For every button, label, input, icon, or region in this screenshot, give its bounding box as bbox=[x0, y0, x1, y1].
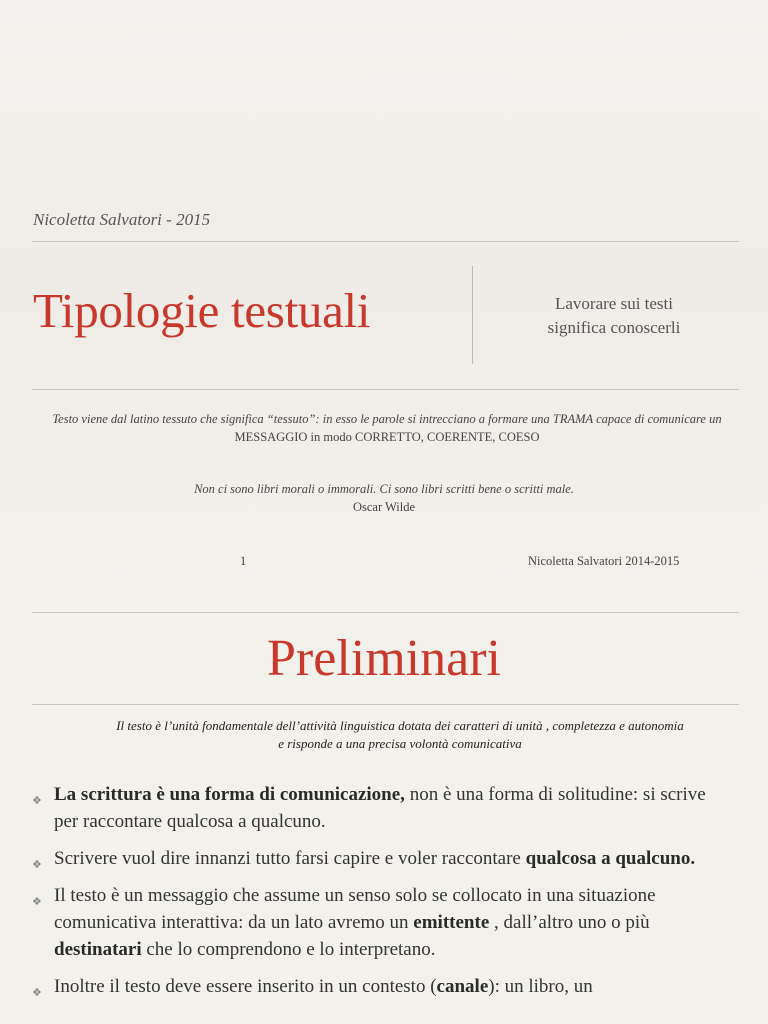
list-item bbox=[32, 882, 732, 963]
definition bbox=[80, 717, 720, 753]
heading-divider bbox=[32, 704, 739, 705]
subtitle-line: Lavorare sui testi bbox=[554, 294, 673, 313]
bold-text: destinatari bbox=[54, 939, 142, 960]
quote-text: Non ci sono libri morali o immorali. Ci sono libri scritti bene o scritti male. bbox=[194, 482, 574, 496]
diamond-bullet-icon: ❖ bbox=[32, 795, 42, 807]
quote bbox=[0, 480, 768, 516]
item-text: , dall’altro uno o più bbox=[489, 912, 650, 933]
slide-subtitle bbox=[506, 292, 722, 340]
item-text: Scrivere vuol dire innanzi tutto farsi capire e voler raccontare bbox=[54, 848, 526, 869]
definition-line: e risponde a una precisa volontà comunicativa bbox=[278, 736, 522, 751]
subtitle-line: significa conoscerli bbox=[547, 318, 681, 337]
item-text: che lo comprendono e lo interpretano. bbox=[141, 939, 436, 960]
divider-bottom bbox=[32, 389, 739, 390]
list-item bbox=[32, 845, 732, 872]
slide-footer: Nicoletta Salvatori 2014-2015 bbox=[528, 554, 680, 568]
item-text: Inoltre il testo deve essere inserito in un contesto ( bbox=[54, 976, 437, 997]
bullet-list bbox=[32, 781, 732, 1010]
author-name: Nicoletta Salvatori - 2015 bbox=[33, 210, 211, 229]
etymology-line: MESSAGGIO in modo CORRETTO, COERENTE, COESO bbox=[234, 430, 540, 444]
vertical-divider bbox=[472, 266, 473, 364]
item-text: ): un libro, un bbox=[488, 976, 593, 997]
item-text: non è una forma di solitudine: si scrive per raccontare qualcosa a qualcuno. bbox=[54, 784, 706, 832]
etymology-line: Testo viene dal latino tessuto che significa “tessuto”: in esso le parole si intrecciano a formare una TRAMA capace di comunicare un bbox=[52, 412, 722, 426]
bold-text: emittente bbox=[413, 912, 490, 933]
bold-text: La scrittura è una forma di comunicazione, bbox=[54, 784, 405, 805]
content-slide bbox=[0, 613, 768, 1024]
list-item bbox=[32, 973, 732, 1000]
slide-heading: Preliminari bbox=[267, 630, 501, 687]
divider-top bbox=[32, 241, 739, 242]
bold-text: qualcosa a qualcuno. bbox=[525, 848, 696, 869]
list-item bbox=[32, 781, 732, 835]
bold-text: canale bbox=[436, 976, 489, 997]
diamond-bullet-icon: ❖ bbox=[32, 987, 42, 999]
diamond-bullet-icon: ❖ bbox=[32, 896, 42, 908]
item-text: Il testo è un messaggio che assume un senso solo se collocato in una situazione comunicativa interattiva: da un lato avremo un bbox=[54, 885, 656, 933]
page-number: 1 bbox=[240, 554, 247, 568]
etymology-note bbox=[18, 410, 756, 446]
quote-author: Oscar Wilde bbox=[352, 500, 416, 514]
diamond-bullet-icon: ❖ bbox=[32, 859, 42, 871]
definition-line: Il testo è l’unità fondamentale dell’attività linguistica dotata dei caratteri di unità , completezza e autonomia bbox=[116, 718, 684, 733]
slide-title: Tipologie testuali bbox=[33, 283, 371, 338]
